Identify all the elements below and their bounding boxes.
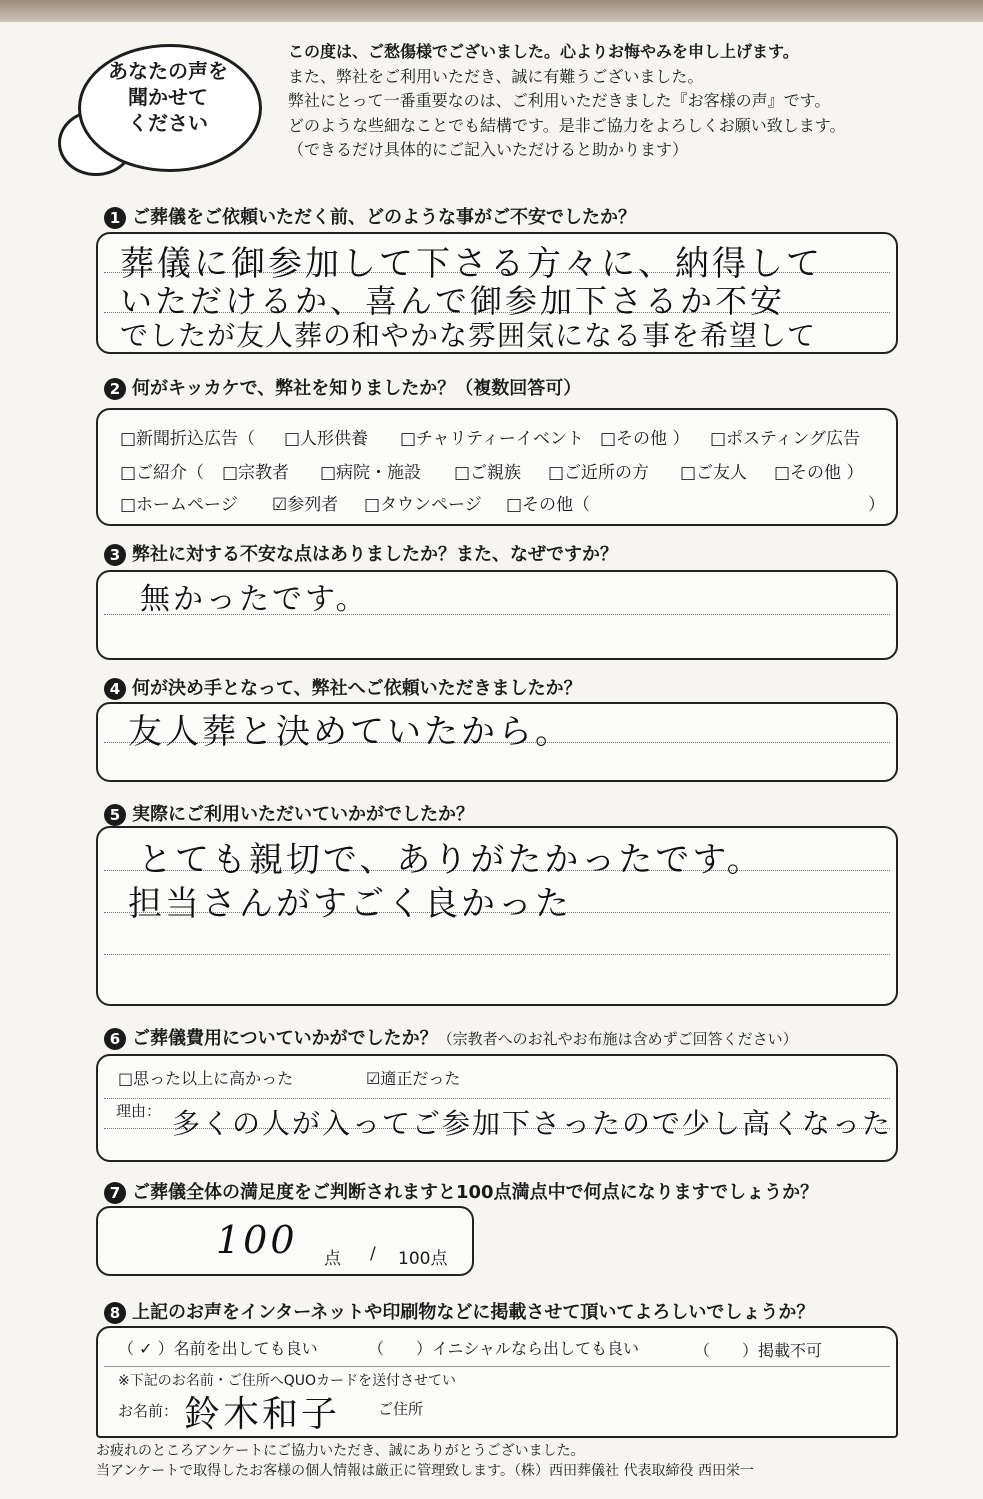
question-3: 3 弊社に対する不安な点はありましたか？また、なぜですか？ [104,540,618,566]
consent-initials-ok[interactable]: （ ）イニシャルなら出しても良い [368,1339,640,1358]
option-town-page[interactable]: □タウンページ [364,495,482,515]
option-other-2[interactable]: □その他 ） [774,463,864,483]
answer-box-6 [96,1054,898,1162]
answer-1-line-2: いただけるか、喜んで御参加下さるか不安 [120,282,786,320]
question-1: 1 ご葬儀をご依頼いただく前、どのような事がご不安でしたか？ [104,203,636,229]
answer-3: 無かったです。 [140,582,369,617]
option-newspaper[interactable]: □新聞折込広告（ [120,429,256,449]
option-neighbors[interactable]: □ご近所の方 [548,463,650,483]
answer-5-line-2: 担当さんがすごく良かった [128,884,572,924]
question-4: 4 何が決め手となって、弊社へご依頼いただきましたか？ [104,674,582,700]
quo-card-note: ※下記のお名前・ご住所へQUOカードを送付させてい [118,1373,457,1389]
answer-1-line-3: でしたが友人葬の和やかな雰囲気になる事を希望して [120,319,817,352]
answer-box-3[interactable] [96,570,898,660]
footer-thanks: お疲れのところアンケートにご協力いただき、誠にありがとうございました。 [96,1443,585,1459]
publish-consent-box [96,1326,898,1438]
option-too-expensive[interactable]: □思った以上に高かった [118,1069,294,1088]
score-separator: / [370,1244,376,1264]
reason-answer[interactable]: 多くの人が入ってご参加下さったので少し高くなった [172,1107,893,1140]
option-hospital[interactable]: □病院・施設 [320,463,422,483]
intro-text: この度は、ご愁傷様でございました。心よりお悔やみを申し上げます。 また、弊社をご利用いただき、誠に有難うございました。 弊社にとって一番重要なのは、ご利用いただきました『お客様の声』です。 どのような些細なことでも結構です。是非ご協力をよろしくお願い致します。 （できるだけ具体的にご記入いただけると助かります） [288,42,846,159]
answer-box-4[interactable] [96,702,898,782]
option-relatives[interactable]: □ご親族 [454,463,522,483]
name-label: お名前： [118,1402,179,1420]
options-box-2 [96,408,898,526]
score-max: 100点 [398,1249,448,1269]
answer-4: 友人葬と決めていたから。 [128,712,572,752]
footer-privacy: 当アンケートで取得したお客様の個人情報は厳正に管理致します。（株）西田葬儀社 代表取締役 西田栄一 [96,1463,754,1479]
question-5: 5 実際にご利用いただいていかがでしたか？ [104,800,474,826]
bubble-heading: あなたの声を 聞かせて ください [108,59,228,135]
question-2: 2 何がキッカケで、弊社を知りましたか？（複数回答可） [104,374,581,400]
option-homepage[interactable]: □ホームページ [120,495,238,515]
option-other-1[interactable]: □その他 ） [600,429,690,449]
answer-box-1[interactable] [96,232,898,354]
question-6: 6 ご葬儀費用についていかがでしたか？（宗教者へのお礼やお布施は含めずご回答ください） [104,1024,798,1050]
address-label: ご住所 [378,1400,424,1418]
question-8: 8 上記のお声をインターネットや印刷物などに掲載させて頂いてよろしいでしょうか？ [104,1298,814,1324]
reason-label: 理由： [116,1102,162,1120]
option-friends[interactable]: □ご友人 [680,463,748,483]
question-7: 7 ご葬儀全体の満足度をご判断されますと100点満点中で何点になりますでしょうか？ [104,1178,818,1204]
option-other-3[interactable]: □その他（ [506,495,591,515]
answer-box-5[interactable] [96,826,898,1006]
score-value: 100 [216,1218,298,1262]
consent-name-ok-checked[interactable]: （ ✓ ）名前を出しても良い [118,1339,318,1358]
name-value[interactable]: 鈴木和子 [184,1394,341,1435]
option-other-3-close: ） [868,495,885,515]
answer-5-line-1: とても親切で、ありがたかったです。 [138,840,764,880]
option-charity-event[interactable]: □チャリティーイベント [400,429,584,449]
photo-background-strip [0,0,983,22]
score-unit: 点 [324,1249,341,1269]
option-posting-ad[interactable]: □ポスティング広告 [710,429,861,449]
score-box[interactable] [96,1206,474,1276]
option-appropriate-checked[interactable]: ☑適正だった [366,1069,461,1088]
consent-no-publish[interactable]: （ ）掲載不可 [694,1341,823,1360]
option-referral[interactable]: □ご紹介（ [120,463,205,483]
option-clergy[interactable]: □宗教者 [222,463,290,483]
option-attendee-checked[interactable]: ☑参列者 [272,495,339,515]
option-doll-memorial[interactable]: □人形供養 [284,429,369,449]
answer-1-line-1: 葬儀に御参加して下さる方々に、納得して [120,244,823,284]
